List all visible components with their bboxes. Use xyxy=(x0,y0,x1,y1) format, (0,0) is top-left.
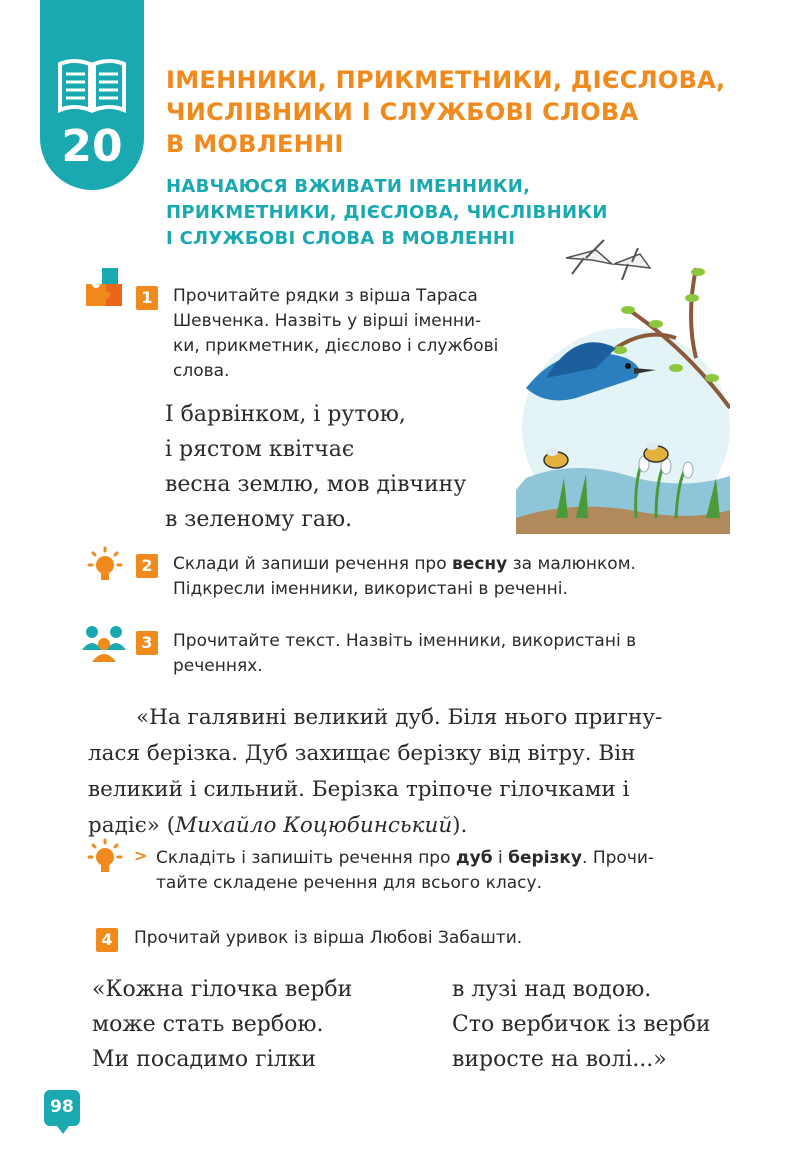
author-name: Михайло Коцюбинський xyxy=(175,813,453,838)
text-line xyxy=(156,846,746,871)
text-span: і xyxy=(492,848,509,868)
lesson-number: 20 xyxy=(61,121,123,172)
text-line xyxy=(173,552,753,577)
book-icon xyxy=(56,56,128,116)
task3-instruction xyxy=(173,629,743,679)
text-span: за малюнком. xyxy=(507,554,636,574)
subtask-instruction xyxy=(156,846,746,896)
prose-line: великий і сильний. Берізка тріпоче гілочками і xyxy=(88,777,630,802)
text-line: реченнях. xyxy=(173,656,263,676)
title-line: ІМЕННИКИ, ПРИКМЕТНИКИ, ДІЄСЛОВА, xyxy=(166,66,726,94)
poem-line: в лузі над водою. xyxy=(452,977,652,1002)
subtitle-line: ПРИКМЕТНИКИ, ДІЄСЛОВА, ЧИСЛІВНИКИ xyxy=(166,202,608,223)
text-span: ). xyxy=(452,813,468,838)
text-span: Складіть і запишіть речення про xyxy=(156,848,456,868)
keyword: берізку xyxy=(508,848,583,868)
lightbulb-icon xyxy=(84,838,126,880)
lightbulb-icon xyxy=(84,546,126,588)
poem-line: «Кожна гілочка верби xyxy=(92,977,353,1002)
poem-line: Ми посадимо гілки xyxy=(92,1047,317,1072)
page-number: 98 xyxy=(44,1090,80,1126)
puzzle-icon xyxy=(82,266,126,310)
poem-line: виросте на волі...» xyxy=(452,1047,667,1072)
kotsiubynsky-text xyxy=(88,700,738,844)
text-span: . Прочи- xyxy=(582,848,655,868)
text-line: Шевченка. Назвіть у вірші іменни- xyxy=(173,311,482,331)
text-span: Склади й запиши речення про xyxy=(173,554,453,574)
shevchenko-poem xyxy=(165,397,525,537)
text-line: Прочитайте текст. Назвіть іменники, використані в xyxy=(173,631,637,651)
poem-line: може стать вербою. xyxy=(92,1012,324,1037)
text-line: слова. xyxy=(173,361,230,381)
task-number: 1 xyxy=(136,286,158,310)
prose-line xyxy=(88,808,738,844)
zabashta-poem-right xyxy=(452,972,752,1077)
task4-instruction: Прочитай уривок із вірша Любові Забашти. xyxy=(134,928,523,948)
prose-line: лася берізка. Дуб захищає берізку від вітру. Він xyxy=(88,741,636,766)
text-line: Прочитайте рядки з вірша Тараса xyxy=(173,286,478,306)
poem-line: і рястом квітчає xyxy=(165,437,355,462)
task-number: 2 xyxy=(136,554,158,578)
title-line: В МОВЛЕННІ xyxy=(166,130,344,158)
task2-instruction xyxy=(173,552,753,602)
prose-line: «На галявині великий дуб. Біля нього пригну- xyxy=(136,705,663,730)
group-icon xyxy=(80,624,128,662)
poem-line: весна землю, мов дівчину xyxy=(165,472,467,497)
bullet-marker: > xyxy=(134,846,148,865)
subtitle-line: І СЛУЖБОВІ СЛОВА В МОВЛЕННІ xyxy=(166,228,516,249)
poem-line: в зеленому гаю. xyxy=(165,507,353,532)
text-line: ки, прикметник, дієслово і службові xyxy=(173,336,499,356)
text-span: радіє» ( xyxy=(88,813,176,838)
text-line: тайте складене речення для всього класу. xyxy=(156,873,542,893)
keyword: весну xyxy=(452,554,508,574)
text-line: Підкресли іменники, використані в реченні. xyxy=(173,579,568,599)
poem-line: Сто вербичок із верби xyxy=(452,1012,711,1037)
lesson-badge xyxy=(40,0,144,190)
subtitle-line: НАВЧАЮСЯ ВЖИВАТИ ІМЕННИКИ, xyxy=(166,176,531,197)
poem-line: І барвінком, і рутою, xyxy=(165,402,406,427)
keyword: дуб xyxy=(455,848,493,868)
flying-birds xyxy=(566,240,650,280)
title-line: ЧИСЛІВНИКИ І СЛУЖБОВІ СЛОВА xyxy=(166,98,639,126)
task1-instruction xyxy=(173,284,553,384)
task-number: 3 xyxy=(136,631,158,655)
lesson-title xyxy=(166,64,726,160)
task-number: 4 xyxy=(96,928,118,952)
zabashta-poem-left xyxy=(92,972,422,1077)
